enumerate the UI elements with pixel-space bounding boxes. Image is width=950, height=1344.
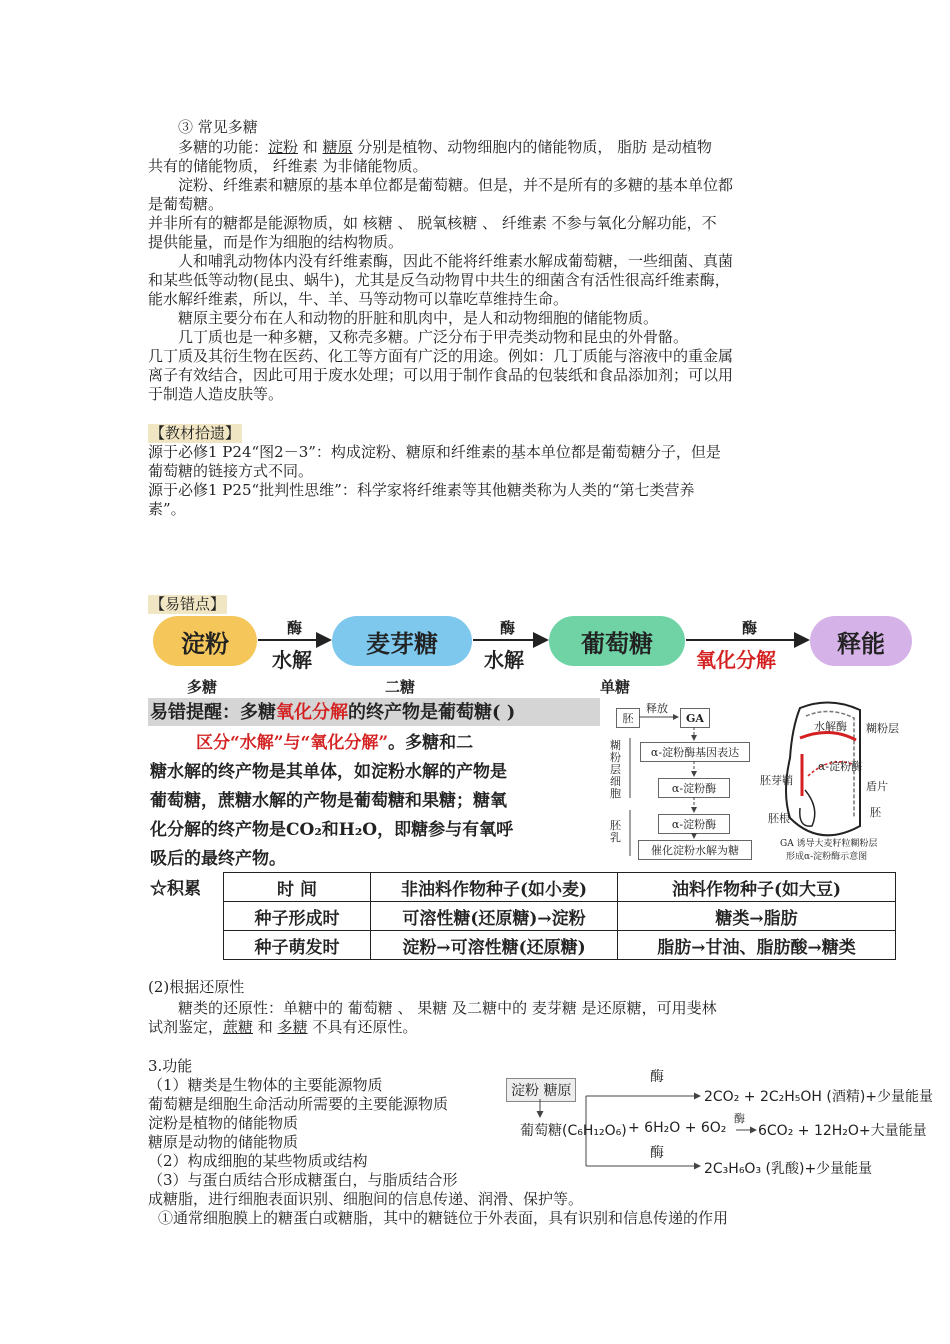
paragraph-line: 素”。 [148, 500, 186, 518]
oxidation-label: 氧化分解 [696, 648, 776, 672]
paragraph-line: 离子有效结合，因此可用于废水处理；可以用于制作食品的包装纸和食品添加剂；可以用 [148, 366, 734, 384]
list-item: 淀粉是植物的储能物质 [148, 1114, 299, 1132]
paragraph-line: 能水解纤维素，所以，牛、羊、马等动物可以靠吃草维持生命。 [148, 290, 569, 308]
tip-line: 易错提醒：多糖氧化分解的终产物是葡萄糖( ) [150, 702, 516, 723]
table-cell: 非油料作物种子(如小麦) [371, 873, 618, 902]
seed-root: 胚根 [768, 812, 790, 825]
tip-line: 葡萄糖，蔗糖水解的产物是葡萄糖和果糖；糖氧 [150, 791, 507, 811]
enzyme-label: 酶 [742, 619, 758, 637]
flow-box-4: 催化淀粉水解为糖 [638, 840, 752, 860]
flow-box-1: α-淀粉酶基因表达 [640, 742, 750, 762]
table-cell: 时 间 [224, 873, 371, 902]
list-item: 葡萄糖是细胞生命活动所需要的主要能源物质 [148, 1095, 449, 1113]
tip-line: 糖水解的终产物是其单体，如淀粉水解的产物是 [150, 762, 507, 782]
eq-alcohol: 2CO₂ + 2C₂H₅OH (酒精)+少量能量 [704, 1089, 934, 1105]
section-heading-function: 3.功能 [148, 1057, 193, 1075]
eq-enzyme: 酶 [734, 1112, 745, 1125]
flow-embryo: 胚 [616, 708, 640, 728]
list-item: 成糖脂，进行细胞表面识别、细胞间的信息传递、润滑、保护等。 [148, 1190, 584, 1208]
polysaccharide-label: 多糖 [187, 678, 218, 696]
textbook-tag: 【教材拾遗】 [150, 424, 241, 442]
table-cell: 脂肪→甘油、脂肪酸→糖类 [618, 931, 896, 960]
section-heading-reducing: (2)根据还原性 [148, 978, 245, 996]
seed-embryo-bud: 胚芽鞘 [760, 774, 793, 787]
list-item: 糖原是动物的储能物质 [148, 1133, 299, 1151]
pill-starch: 淀粉 [153, 616, 257, 666]
eq-source-box: 淀粉 糖原 [506, 1078, 576, 1102]
eq-glucose: 葡萄糖(C₆H₁₂O₆) [520, 1123, 627, 1139]
flow-endosperm: 胚乳 [610, 819, 621, 844]
flow-release: 释放 [646, 702, 668, 715]
error-points-tag: 【易错点】 [150, 595, 226, 613]
list-item: ①通常细胞膜上的糖蛋白或糖脂，其中的糖链位于外表面，具有识别和信息传递的作用 [158, 1209, 729, 1227]
paragraph-line: 试剂鉴定，蔗糖 和 多糖 不具有还原性。 [148, 1018, 418, 1036]
list-item: （2）构成细胞的某些物质或结构 [148, 1152, 368, 1170]
paragraph-line: 糖原主要分布在人和动物的肝脏和肌肉中，是人和动物细胞的储能物质。 [178, 309, 659, 327]
hydrolysis-label: 水解 [272, 648, 312, 672]
hydrolysis-label: 水解 [484, 648, 524, 672]
flow-connectors [610, 700, 760, 860]
ga-flow-diagram [610, 700, 760, 860]
table-row [224, 902, 896, 931]
seed-amylase: α-淀粉酶 [818, 760, 863, 773]
table-row [224, 873, 896, 902]
paragraph-line: 源于必修1 P25“批判性思维”：科学家将纤维素等其他糖类称为人类的“第七类营养 [148, 481, 695, 499]
seed-caption: 形成α-淀粉酶示意图 [786, 852, 868, 862]
paragraph-line: 糖类的还原性：单糖中的 葡萄糖 、 果糖 及二糖中的 麦芽糖 是还原糖，可用斐林 [178, 999, 717, 1017]
seed-aleurone: 糊粉层 [866, 722, 899, 735]
seed-scutellum: 盾片 [866, 780, 888, 793]
table-cell: 可溶性糖(还原糖)→淀粉 [371, 902, 618, 931]
seed-hydrolysis: 水解酶 [814, 720, 847, 733]
flow-box-2: α-淀粉酶 [658, 778, 730, 798]
seed-caption: GA 诱导大麦籽粒糊粉层 [780, 839, 878, 849]
section-heading-polysaccharides: ③ 常见多糖 [178, 118, 258, 136]
seed-embryo: 胚 [870, 806, 881, 819]
paragraph-line: 葡萄糖的链接方式不同。 [148, 462, 314, 480]
paragraph-line: 于制造人造皮肤等。 [148, 385, 284, 403]
eq-enzyme: 酶 [650, 1069, 664, 1085]
flow-aleurone: 糊粉层细胞 [610, 739, 621, 800]
paragraph-line: 和某些低等动物(昆虫、蜗牛)，尤其是反刍动物胃中共生的细菌含有活性很高纤维素酶， [148, 271, 730, 289]
respiration-diagram [500, 1069, 940, 1182]
paragraph-line: 人和哺乳动物体内没有纤维素酶，因此不能将纤维素水解成葡萄糖，一些细菌、真菌 [178, 252, 734, 270]
eq-aerobic-left: + 6H₂O + 6O₂ [628, 1120, 727, 1136]
list-item: （1）糖类是生物体的主要能源物质 [148, 1076, 383, 1094]
accumulation-label: ☆积累 [150, 879, 201, 899]
table-cell: 油料作物种子(如大豆) [618, 873, 896, 902]
paragraph-line: 源于必修1 P24“图2－3”：构成淀粉、糖原和纤维素的基本单位都是葡萄糖分子，但是 [148, 443, 721, 461]
enzyme-label: 酶 [287, 619, 303, 637]
eq-aerobic: 6CO₂ + 12H₂O+大量能量 [758, 1123, 927, 1139]
paragraph-line: 共有的储能物质， 纤维素 为非储能物质。 [148, 157, 428, 175]
paragraph-line: 提供能量，而是作为细胞的结构物质。 [148, 233, 404, 251]
enzyme-label: 酶 [500, 619, 516, 637]
eq-lactic: 2C₃H₆O₃ (乳酸)+少量能量 [704, 1161, 873, 1177]
table-cell: 种子萌发时 [224, 931, 371, 960]
pill-maltose: 麦芽糖 [332, 616, 472, 666]
paragraph-line: 淀粉、纤维素和糖原的基本单位都是葡萄糖。但是，并不是所有的多糖的基本单位都 [178, 176, 734, 194]
tip-line: 化分解的终产物是CO₂和H₂O，即糖参与有氧呼 [150, 820, 514, 840]
eq-arrows [500, 1072, 940, 1182]
paragraph-line: 几丁质也是一种多糖，又称壳多糖。广泛分布于甲壳类动物和昆虫的外骨骼。 [178, 328, 689, 346]
paragraph-line: 多糖的功能：淀粉 和 糖原 分别是植物、动物细胞内的储能物质， 脂肪 是动植物 [178, 138, 712, 156]
tip-line: 吸后的最终产物。 [150, 849, 286, 869]
paragraph-line: 几丁质及其衍生物在医药、化工等方面有广泛的用途。例如：几丁质能与溶液中的重金属 [148, 347, 734, 365]
seed-diagram [760, 698, 900, 863]
list-item: （3）与蛋白质结合形成糖蛋白，与脂质结合形 [148, 1171, 458, 1189]
eq-enzyme: 酶 [650, 1145, 664, 1161]
table-cell: 淀粉→可溶性糖(还原糖) [371, 931, 618, 960]
paragraph-line: 并非所有的糖都是能源物质，如 核糖 、 脱氧核糖 、 纤维素 不参与氧化分解功能，不 [148, 214, 717, 232]
table-row [224, 931, 896, 960]
accumulation-table [223, 872, 896, 960]
pill-energy: 释能 [810, 616, 912, 666]
pill-glucose: 葡萄糖 [549, 616, 685, 666]
flow-ga: GA [680, 708, 710, 728]
flow-box-3: α-淀粉酶 [658, 814, 730, 834]
table-cell: 种子形成时 [224, 902, 371, 931]
disaccharide-label: 二糖 [385, 678, 416, 696]
paragraph-line: 是葡萄糖。 [148, 195, 224, 213]
tip-line: 区分“水解”与“氧化分解”。多糖和二 [196, 733, 474, 753]
monosaccharide-label: 单糖 [600, 678, 631, 696]
table-cell: 糖类→脂肪 [618, 902, 896, 931]
